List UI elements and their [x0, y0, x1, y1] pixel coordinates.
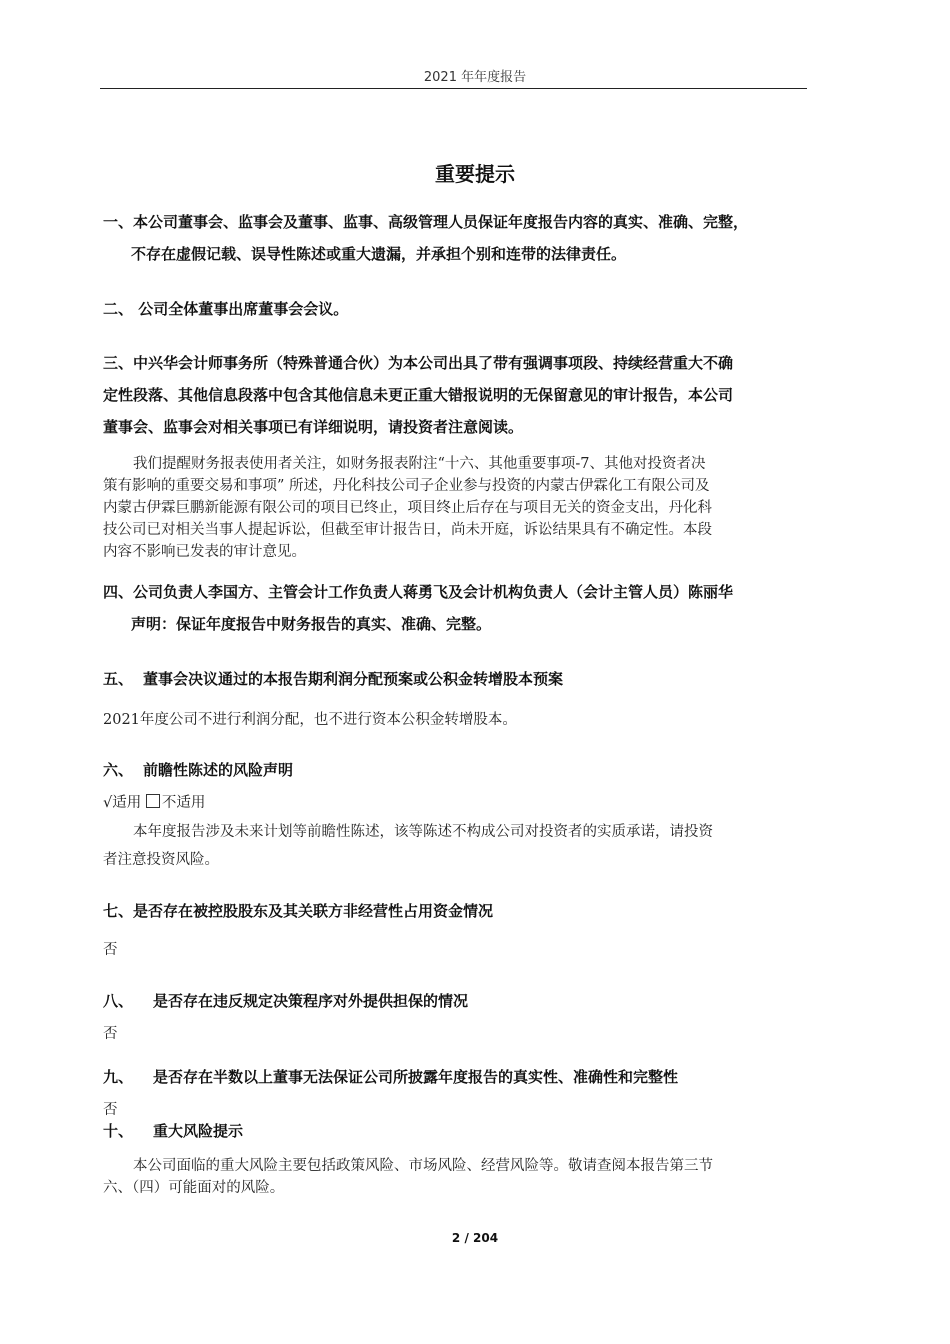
s1-line2: 不存在虚假记载、误导性陈述或重大遗漏，并承担个别和连带的法律责任。: [131, 245, 627, 263]
header-divider: [100, 88, 807, 89]
s2-line1: 二、 公司全体董事出席董事会会议。: [103, 300, 349, 318]
s3-line1: 三、中兴华会计师事务所（特殊普通合伙）为本公司出具了带有强调事项段、持续经营重大不确: [103, 354, 734, 372]
s9-title: 是否存在半数以上董事无法保证公司所披露年度报告的真实性、准确性和完整性: [153, 1068, 679, 1086]
s10-para-line: 本公司面临的重大风险主要包括政策风险、市场风险、经营风险等。敬请查阅本报告第三节: [133, 1158, 713, 1174]
s10-para-line: 六、（四）可能面对的风险。: [103, 1180, 285, 1196]
not-applicable-option: 不适用: [161, 795, 206, 811]
s5-body: 2021年度公司不进行利润分配，也不进行资本公积金转增股本。: [103, 712, 517, 728]
s8-answer: 否: [103, 1026, 118, 1042]
s6-title: 前瞻性陈述的风险声明: [143, 761, 294, 779]
s4-line1: 四、公司负责人李国方、主管会计工作负责人蒋勇飞及会计机构负责人（会计主管人员）陈丽华: [103, 583, 734, 601]
s3-para-line: 技公司已对相关当事人提起诉讼，但截至审计报告日，尚未开庭，诉讼结果具有不确定性。本段: [103, 522, 712, 538]
page-number: 2 / 204: [451, 1231, 499, 1245]
s3-line3: 董事会、监事会对相关事项已有详细说明，请投资者注意阅读。: [103, 418, 524, 436]
s7-title: 七、是否存在被控股股东及其关联方非经营性占用资金情况: [103, 902, 494, 920]
header-title: 2021 年年度报告: [423, 70, 527, 85]
s9-number: 九、: [103, 1068, 134, 1086]
s6-para-line: 本年度报告涉及未来计划等前瞻性陈述，该等陈述不构成公司对投资者的实质承诺，请投资: [133, 824, 713, 840]
s3-line2: 定性段落、其他信息段落中包含其他信息未更正重大错报说明的无保留意见的审计报告，本公司: [103, 386, 734, 404]
s9-answer: 否: [103, 1102, 118, 1118]
s7-answer: 否: [103, 942, 118, 958]
s8-title: 是否存在违反规定决策程序对外提供担保的情况: [153, 992, 469, 1010]
s10-number: 十、: [103, 1122, 134, 1140]
s3-para-line: 内蒙古伊霖巨鹏新能源有限公司的项目已终止，项目终止后存在与项目无关的资金支出，丹化科: [103, 500, 712, 516]
s6-number: 六、: [103, 761, 134, 779]
page-title: 重要提示: [435, 162, 515, 186]
applicability-options: [103, 791, 205, 812]
s3-para-line: 内容不影响已发表的审计意见。: [103, 544, 306, 560]
checkbox-empty-icon: [146, 794, 160, 808]
s6-para-line: 者注意投资风险。: [103, 852, 219, 868]
s1-line1: 一、本公司董事会、监事会及董事、监事、高级管理人员保证年度报告内容的真实、准确、完整，: [103, 213, 749, 231]
s5-title: 董事会决议通过的本报告期利润分配预案或公积金转增股本预案: [143, 670, 564, 688]
s3-para-line: 策有影响的重要交易和事项” 所述，丹化科技公司子企业参与投资的内蒙古伊霖化工有限公司及: [103, 478, 710, 494]
s8-number: 八、: [103, 992, 134, 1010]
s10-title: 重大风险提示: [153, 1122, 244, 1140]
s4-line2: 声明：保证年度报告中财务报告的真实、准确、完整。: [131, 615, 492, 633]
s3-para-line: 我们提醒财务报表使用者关注，如财务报表附注“十六、其他重要事项-7、其他对投资者决: [133, 456, 706, 472]
s5-number: 五、: [103, 670, 134, 688]
applicable-option: √适用: [103, 795, 142, 811]
